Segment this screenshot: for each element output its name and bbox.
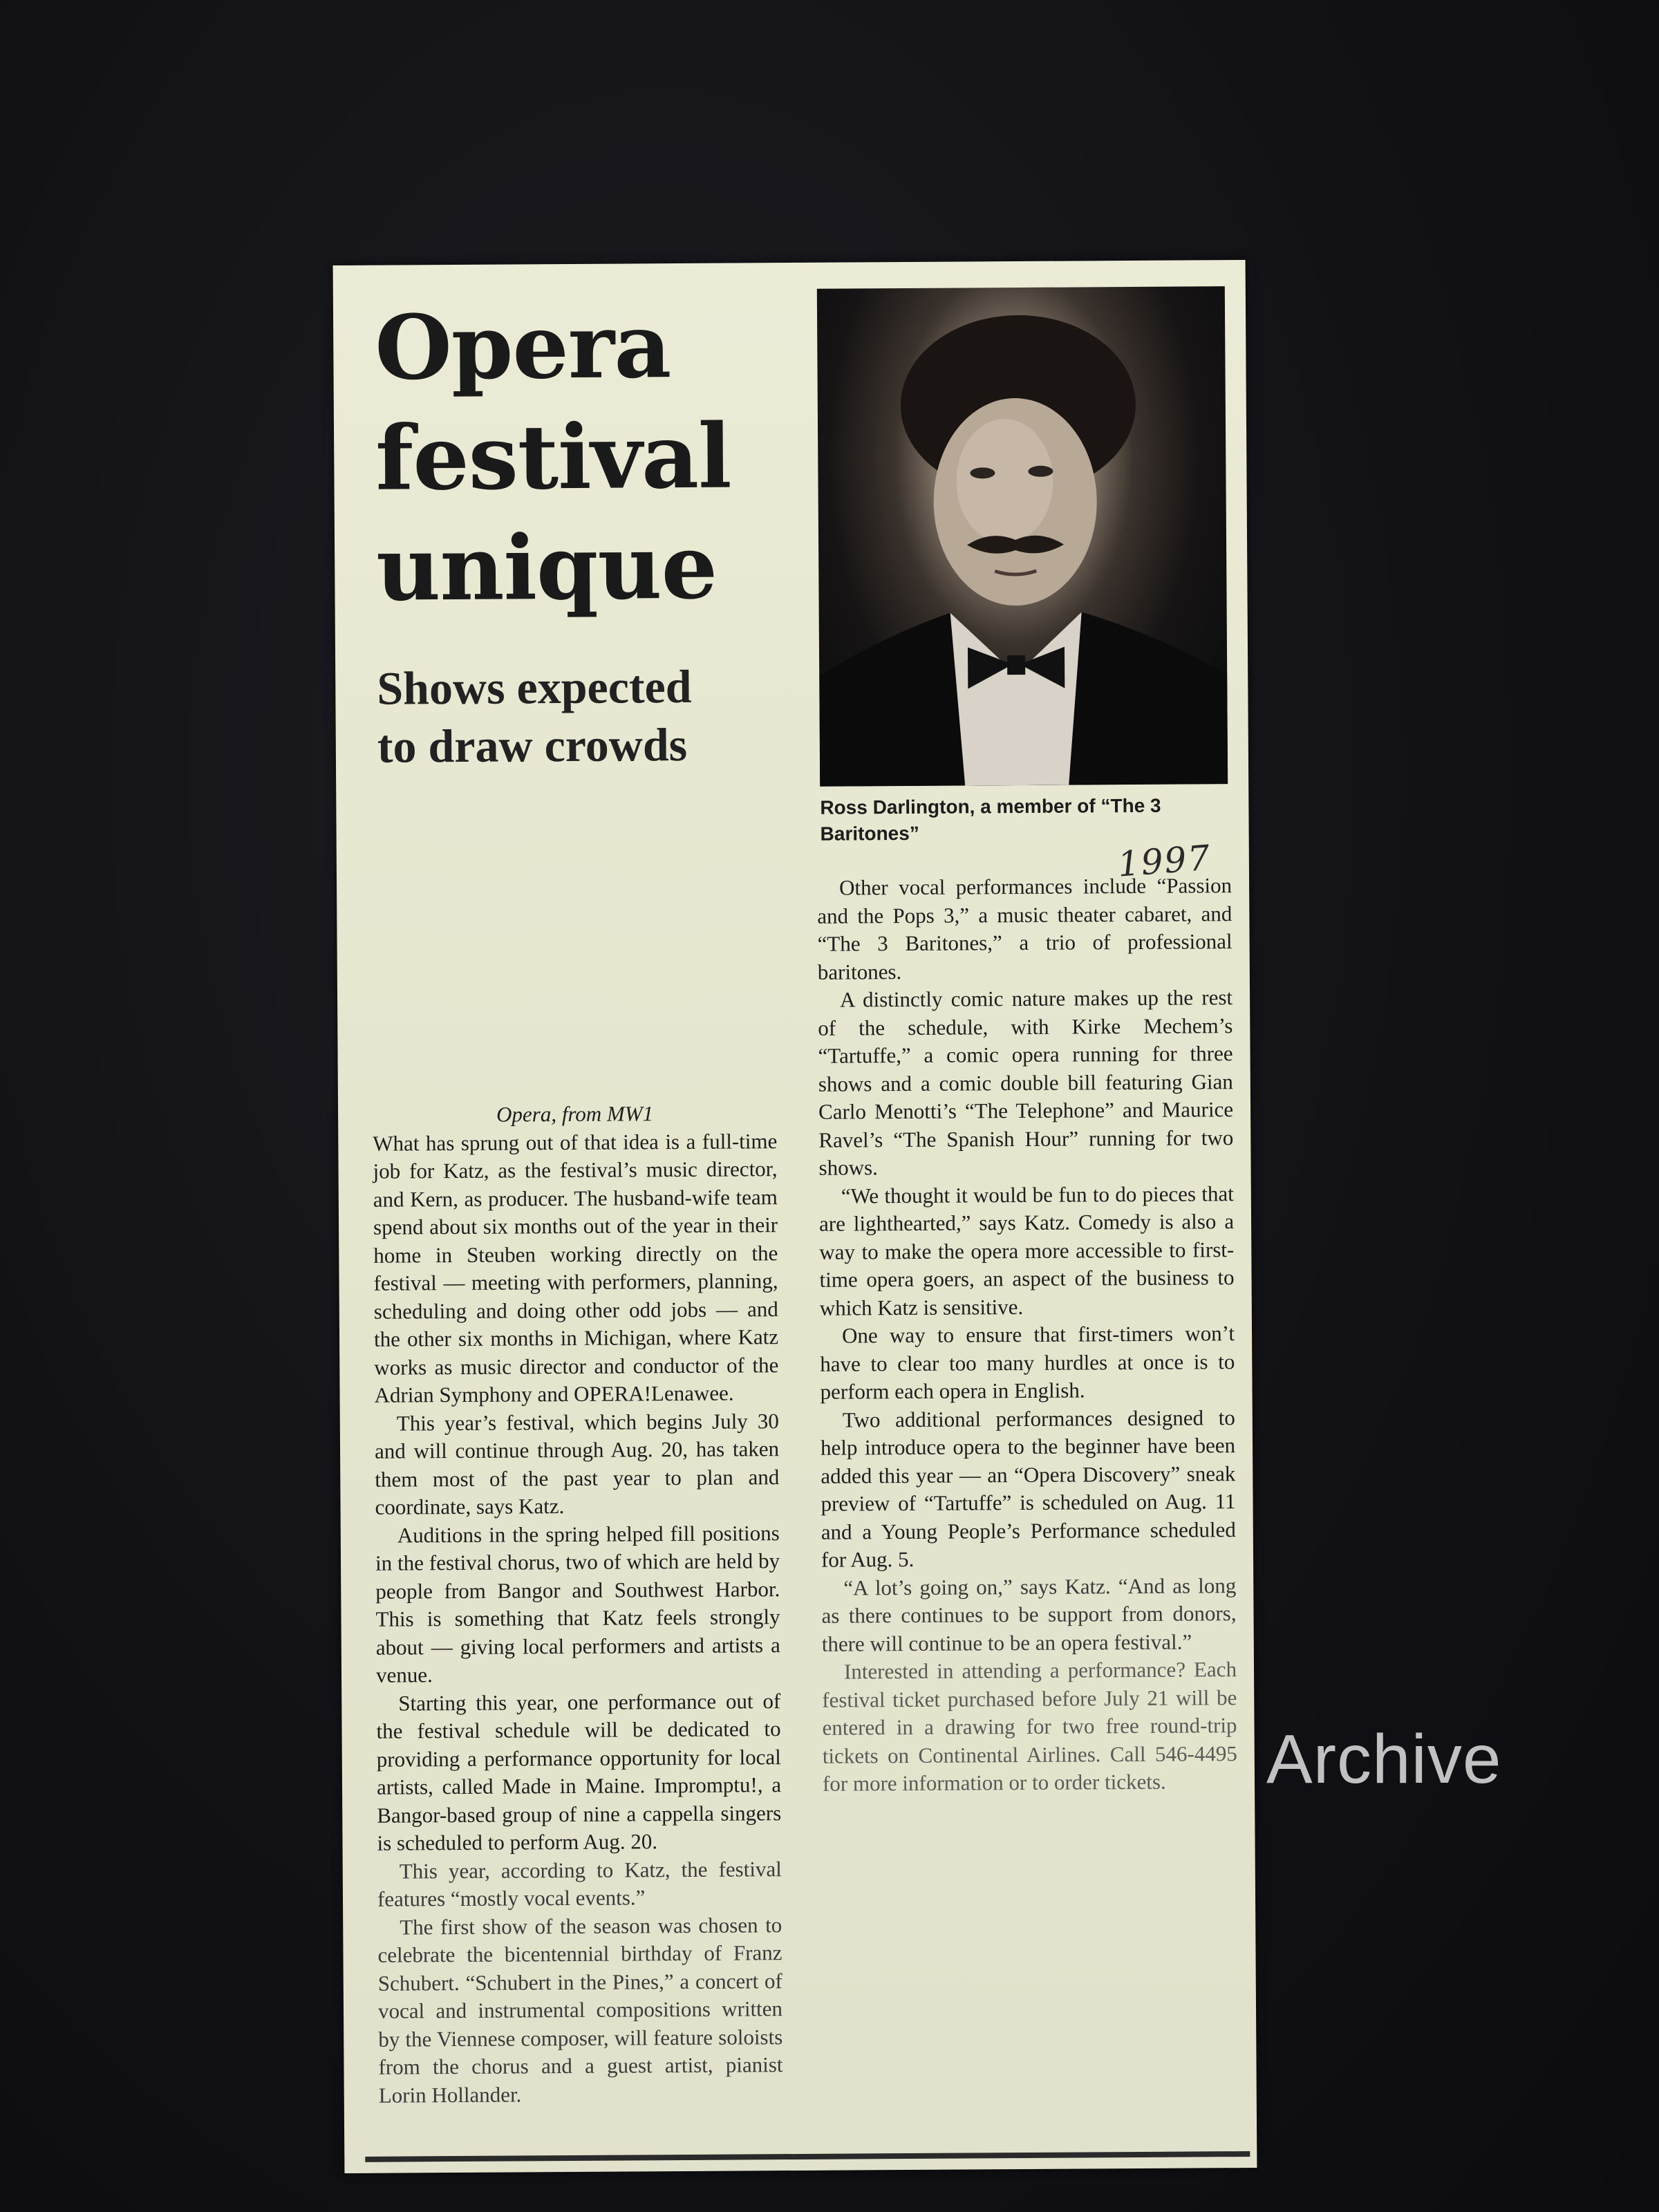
headline [375,290,764,624]
headline-line: festival [375,404,731,511]
portrait-photo [817,286,1228,787]
paragraph: One way to ensure that first-timers won’t have to clear too many hurdles at once is to perform each opera in English. [820,1321,1235,1404]
right-column [817,872,1237,1798]
headline-line: unique [375,515,718,621]
archive-watermark: Archive [1266,1721,1502,1798]
jump-line: Opera, from MW1 [496,1101,654,1127]
subheadline-line: to draw crowds [377,718,688,773]
paragraph: Auditions in the spring helped fill positions in the festival chorus, two of which are held by people from Bangor and Southwest Harbor. This is something that Katz feels strongly about — giving local performers and artists a venue. [375,1520,780,1687]
paragraph: “We thought it would be fun to do pieces that are lighthearted,” says Katz. Comedy is also a way to make the opera more accessible to first-time opera goers, an aspect of the business to which Katz is sensitive. [818,1181,1235,1320]
left-column [373,1099,783,2110]
portrait-illustration [817,286,1228,787]
paragraph: Two additional performances designed to help introduce opera to the beginner have been added this year — an “Opera Discovery” sneak preview of “Tartuffe” is scheduled on Aug. 11 and a Young People’s Performance scheduled for Aug. 5. [820,1405,1236,1572]
photo-caption: Ross Darlington, a member of “The 3 Baritones” [820,794,1161,845]
headline-line: Opera [374,294,671,400]
paragraph: What has sprung out of that idea is a full-time job for Katz, as the festival’s music director, and Kern, as producer. The husband-wife team spend about six months out of the year in their home in Steuben working directly on the festival — meeting with performers, planning, scheduling and doing other odd jobs — and the other six months in Michigan, where Katz works as music director and conductor of the Adrian Symphony and OPERA!Lenawee. [373,1128,779,1407]
subheadline-line: Shows expected [377,659,692,715]
paragraph: This year, according to Katz, the festival features “mostly vocal events.” [377,1856,782,1911]
headline-block [375,290,765,775]
subheadline [377,657,765,775]
handwritten-year: 1997 [1116,837,1213,885]
paragraph: The first show of the season was chosen to celebrate the bicentennial birthday of Franz Schubert. “Schubert in the Pines,” a concert of vocal and instrumental compositions written by the Viennese composer, will feature soloists from the chorus and a guest artist, pianist Lorin Hollander. [377,1912,783,2108]
paragraph: This year’s festival, which begins July 30 and will continue through Aug. 20, has taken them most of the past year to plan and coordinate, says Katz. [374,1408,780,1519]
newspaper-clipping [333,260,1257,2173]
paragraph: A distinctly comic nature makes up the rest of the schedule, with Kirke Mechem’s “Tartuffe,” a comic opera running for three shows and a comic double bill featuring Gian Carlo Menotti’s “The Telephone” and Maurice Ravel’s “The Spanish Hour” running for two shows. [818,985,1234,1180]
paragraph: Interested in attending a performance? Each festival ticket purchased before July 21 will be entered in a drawing for two free round-trip tickets on Continental Airlines. Call 546-4495 for more information or to order tickets. [822,1657,1237,1796]
paragraph: Other vocal performances include “Passion and the Pops 3,” a music theater cabaret, and “The 3 Baritones,” a trio of professional baritones. [817,873,1232,984]
bottom-rule [365,2151,1250,2162]
paragraph: Starting this year, one performance out of the festival schedule will be dedicated to providing a performance opportunity for local artists, called Made in Maine. Impromptu!, a Bangor-based group of nine a cappella singers is scheduled to perform Aug. 20. [376,1688,782,1855]
paragraph: “A lot’s going on,” says Katz. “And as long as there continues to be support from donors, there will continue to be an opera festival.” [821,1573,1237,1656]
